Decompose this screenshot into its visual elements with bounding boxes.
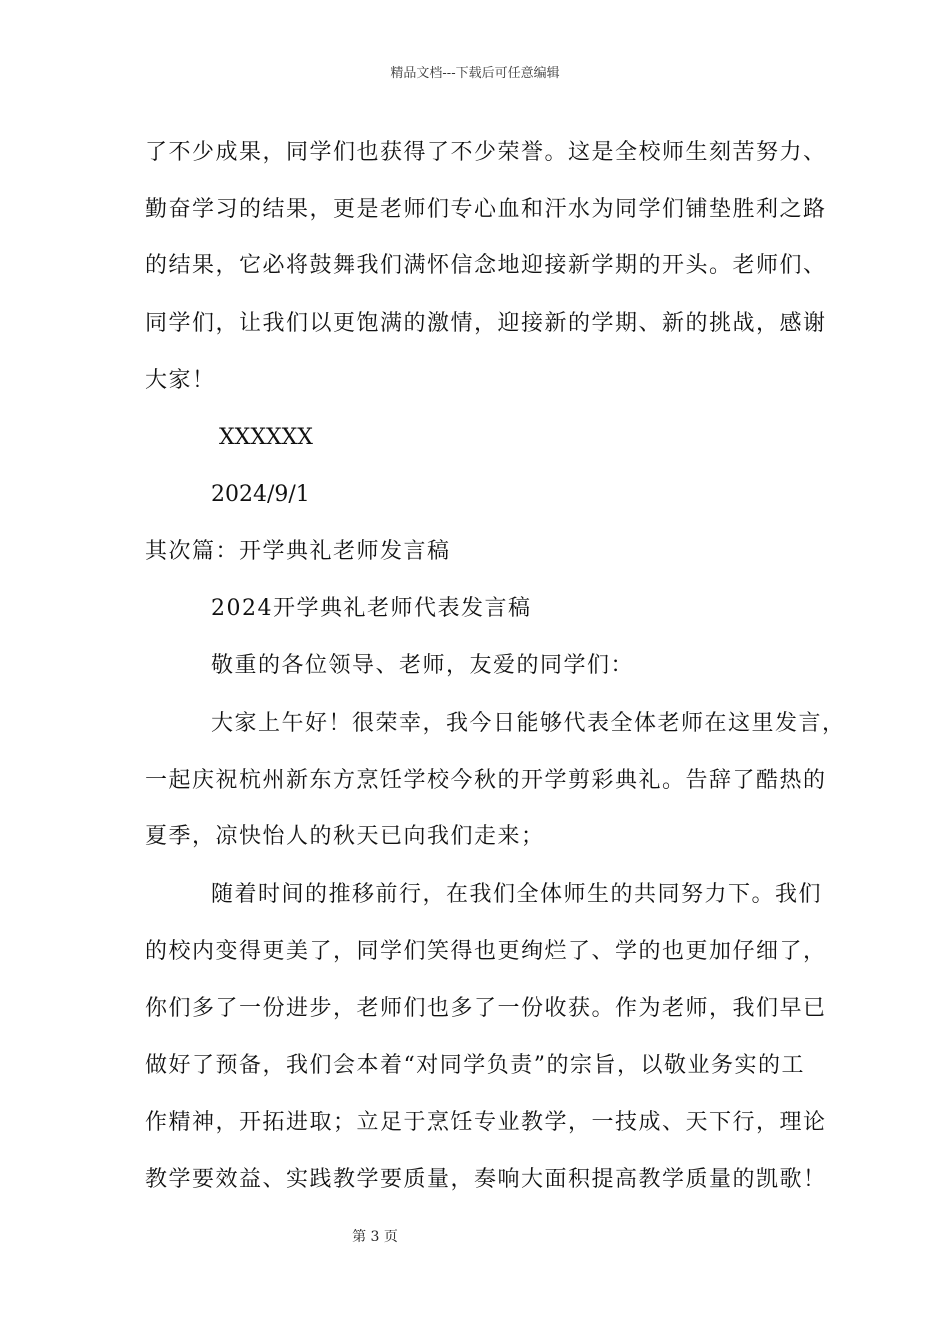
body-line: 了不少成果，同学们也获得了不少荣誉。这是全校师生刻苦努力、 xyxy=(145,140,827,165)
body-line: 做好了预备，我们会本着“对同学负责”的宗旨，以敬业务实的工 xyxy=(145,1053,805,1078)
body-line: 你们多了一份进步，老师们也多了一份收获。作为老师，我们早已 xyxy=(145,996,827,1021)
body-line: 同学们，让我们以更饱满的激情，迎接新的学期、新的挑战，感谢 xyxy=(145,311,827,336)
page-number: 第 3 页 xyxy=(352,1229,398,1245)
body-line: 大家上午好！很荣幸，我今日能够代表全体老师在这里发言， xyxy=(211,711,846,736)
section-heading: 其次篇：开学典礼老师发言稿 xyxy=(145,539,451,564)
body-line: 随着时间的推移前行，在我们全体师生的共同努力下。我们 xyxy=(211,882,823,907)
body-line: 大家！ xyxy=(145,368,216,393)
body-line: 一起庆祝杭州新东方烹饪学校今秋的开学剪彩典礼。告辞了酷热的 xyxy=(145,768,827,793)
body-line: 夏季，凉快怡人的秋天已向我们走来； xyxy=(145,824,545,849)
page-header: 精品文档---下载后可任意编辑 xyxy=(390,66,560,81)
body-line: 教学要效益、实践教学要质量，奏响大面积提高教学质量的凯歌！ xyxy=(145,1167,827,1192)
body-line: 勤奋学习的结果，更是老师们专心血和汗水为同学们铺垫胜利之路 xyxy=(145,197,827,222)
speech-title: 2024开学典礼老师代表发言稿 xyxy=(211,596,532,621)
signature-date: 2024/9/1 xyxy=(211,482,310,507)
signature-name: XXXXXX xyxy=(219,425,313,450)
body-line: 敬重的各位领导、老师，友爱的同学们： xyxy=(211,653,635,678)
body-line: 的结果，它必将鼓舞我们满怀信念地迎接新学期的开头。老师们、 xyxy=(145,253,827,278)
body-line: 作精神，开拓进取；立足于烹饪专业教学，一技成、天下行，理论 xyxy=(145,1110,827,1135)
body-line: 的校内变得更美了，同学们笑得也更绚烂了、学的也更加仔细了， xyxy=(145,939,827,964)
